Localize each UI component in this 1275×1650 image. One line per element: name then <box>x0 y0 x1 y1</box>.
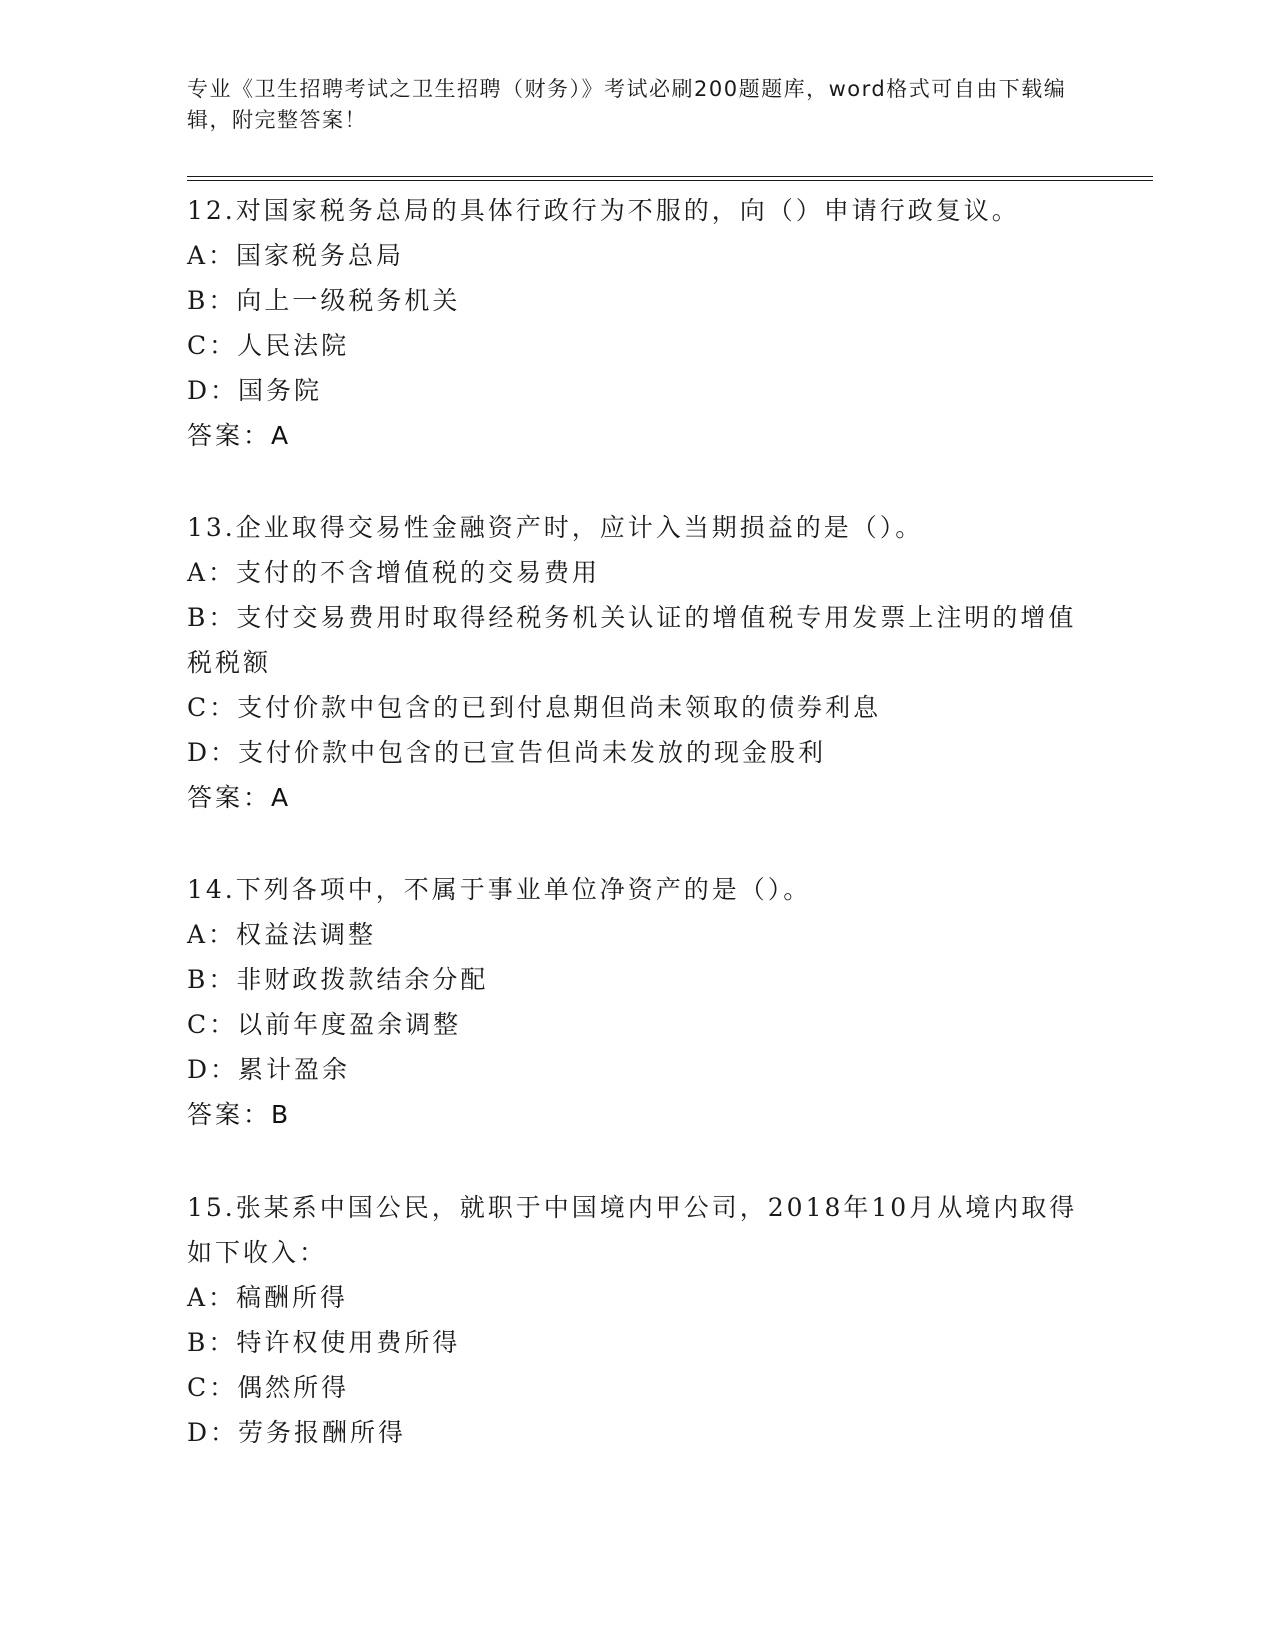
document-header: 专业《卫生招聘考试之卫生招聘（财务）》考试必刷200题题库，word格式可自由下载编辑，附完整答案！ <box>187 77 1067 132</box>
option-c: C：偶然所得 <box>187 1373 350 1402</box>
question-stem: 15.张某系中国公民，就职于中国境内甲公司，2018年10月从境内取得如下收入： <box>187 1193 1078 1267</box>
option-a: A：权益法调整 <box>187 920 377 949</box>
option-d: D：支付价款中包含的已宣告但尚未发放的现金股利 <box>187 738 827 767</box>
question-stem: 14.下列各项中，不属于事业单位净资产的是（）。 <box>187 875 812 904</box>
question-12 <box>187 188 1087 458</box>
option-b: B：支付交易费用时取得经税务机关认证的增值税专用发票上注明的增值税税额 <box>187 603 1077 677</box>
option-b: B：非财政拨款结余分配 <box>187 965 489 994</box>
question-15 <box>187 1185 1087 1455</box>
option-d: D：国务院 <box>187 376 323 405</box>
answer: 答案：A <box>187 421 292 450</box>
question-stem: 13.企业取得交易性金融资产时，应计入当期损益的是（）。 <box>187 513 924 542</box>
question-14 <box>187 867 1087 1137</box>
header-divider-top <box>187 176 1153 177</box>
answer: 答案：A <box>187 783 292 812</box>
option-c: C：人民法院 <box>187 331 350 360</box>
option-d: D：劳务报酬所得 <box>187 1418 407 1447</box>
option-b: B：向上一级税务机关 <box>187 286 461 315</box>
option-d: D：累计盈余 <box>187 1055 351 1084</box>
option-c: C：支付价款中包含的已到付息期但尚未领取的债券利息 <box>187 693 882 722</box>
option-a: A：国家税务总局 <box>187 241 405 270</box>
option-a: A：稿酬所得 <box>187 1283 349 1312</box>
question-stem: 12.对国家税务总局的具体行政行为不服的，向（）申请行政复议。 <box>187 196 1020 225</box>
header-divider-bottom <box>187 180 1153 181</box>
question-13 <box>187 505 1087 820</box>
answer: 答案：B <box>187 1100 292 1129</box>
option-c: C：以前年度盈余调整 <box>187 1010 462 1039</box>
option-b: B：特许权使用费所得 <box>187 1328 461 1357</box>
option-a: A：支付的不含增值税的交易费用 <box>187 558 601 587</box>
